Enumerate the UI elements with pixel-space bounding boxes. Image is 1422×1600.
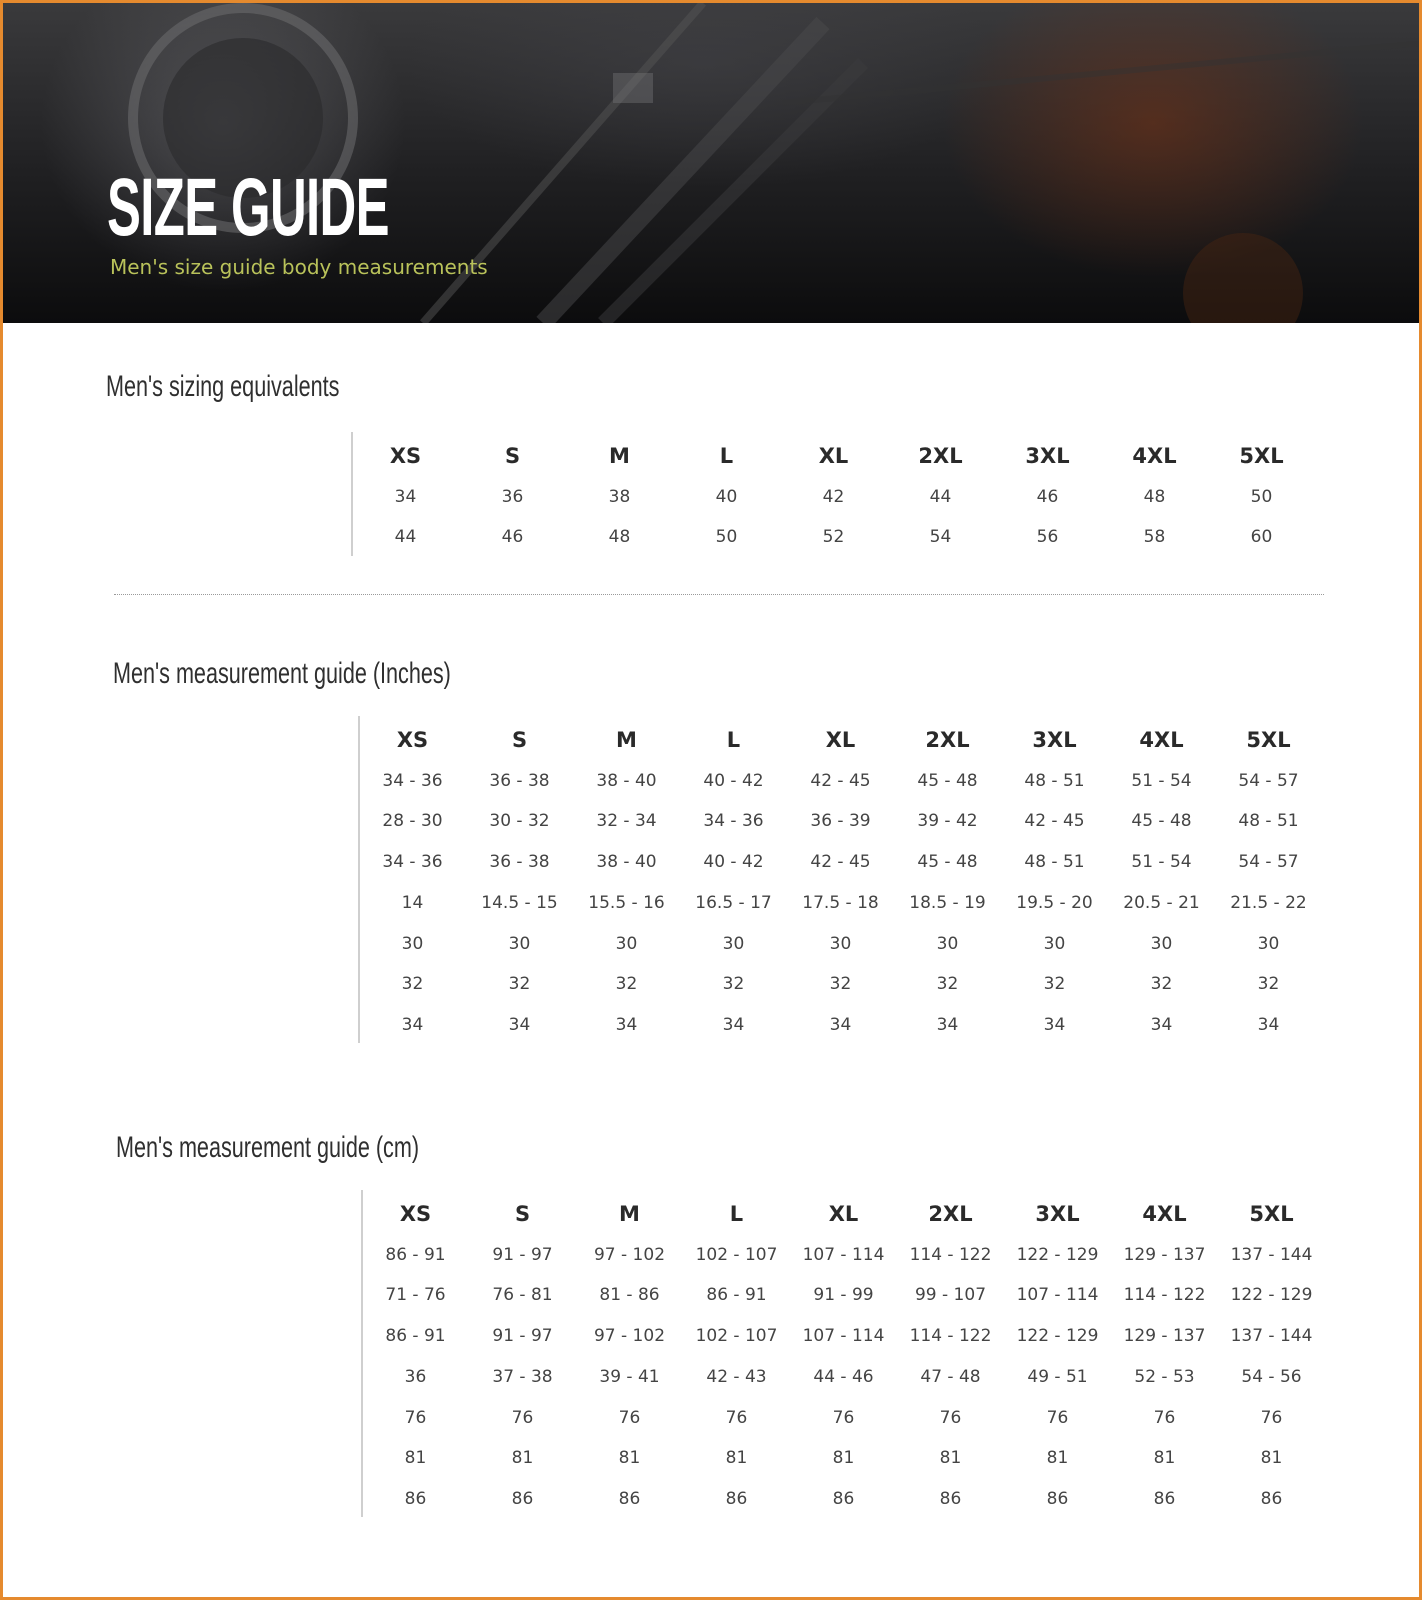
section-title-inches: Men's measurement guide (Inches) [113,657,451,690]
table-cell: 76 [1153,1408,1176,1428]
table-cell: 122 - 129 [1230,1285,1313,1305]
table-cell: 114 - 122 [1123,1285,1206,1305]
table-cell: 36 - 39 [810,811,871,831]
table-cell: 47 - 48 [920,1367,981,1387]
table-cell: 34 - 36 [382,852,443,872]
table-cell: 42 - 45 [810,771,871,791]
table-cell: 107 - 114 [802,1326,885,1346]
size-header-cell: 5XL [1249,1202,1294,1226]
size-header-cell: 5XL [1246,728,1291,752]
table-cell: 39 - 41 [599,1367,660,1387]
table-cell: 34 - 36 [382,771,443,791]
table-cell: 46 [1036,487,1059,507]
table-cell: 76 [832,1408,855,1428]
table-cell: 38 - 40 [596,771,657,791]
table-cell: 86 [939,1489,962,1509]
size-header-cell: 3XL [1032,728,1077,752]
table-cell: 40 - 42 [703,771,764,791]
table-cell: 107 - 114 [1016,1285,1099,1305]
table-cell: 48 [608,527,631,547]
table-cell: 38 [608,487,631,507]
table-cell: 54 - 56 [1241,1367,1302,1387]
table-cell: 32 [1043,974,1066,994]
table-cell: 86 [1260,1489,1283,1509]
size-header-cell: 2XL [918,444,963,468]
size-header-cell: S [504,444,521,468]
table-cell: 34 [1257,1015,1280,1035]
section-title-cm: Men's measurement guide (cm) [116,1131,420,1164]
table-cell: 91 - 97 [492,1245,553,1265]
table-cell: 52 - 53 [1134,1367,1195,1387]
table-cell: 37 - 38 [492,1367,553,1387]
table-cell: 34 [615,1015,638,1035]
table-cell: 30 [1150,934,1173,954]
hero-banner [3,3,1419,323]
table-cell: 54 [929,527,952,547]
size-header-cell: 3XL [1025,444,1070,468]
table-cell: 76 - 81 [492,1285,553,1305]
page-subtitle: Men's size guide body measurements [110,255,488,279]
size-header-cell: 2XL [925,728,970,752]
table-cell: 36 - 38 [489,852,550,872]
table-cell: 42 - 43 [706,1367,767,1387]
table-cell: 114 - 122 [909,1245,992,1265]
table-cell: 18.5 - 19 [909,893,986,913]
table-cell: 30 [401,934,424,954]
table-cell: 32 [1150,974,1173,994]
size-header-cell: L [719,444,734,468]
size-header-cell: XS [399,1202,432,1226]
table-cell: 81 [832,1448,855,1468]
table-cell: 21.5 - 22 [1230,893,1307,913]
table-cell: 91 - 99 [813,1285,874,1305]
table-cell: 30 [1043,934,1066,954]
table-cell: 34 - 36 [703,811,764,831]
table-cell: 54 - 57 [1238,771,1299,791]
size-header-cell: XS [396,728,429,752]
table-cell: 32 [829,974,852,994]
table-cell: 32 [722,974,745,994]
table-cell: 32 [615,974,638,994]
table-cell: 81 [1153,1448,1176,1468]
table-cell: 46 [501,527,524,547]
table-cell: 36 [404,1367,427,1387]
table-cell: 97 - 102 [593,1245,666,1265]
table-cell: 81 [1260,1448,1283,1468]
table-cell: 42 - 45 [1024,811,1085,831]
section-divider [114,594,1324,595]
table-cell: 30 [508,934,531,954]
table-cell: 42 [822,487,845,507]
table-cell: 76 [618,1408,641,1428]
table-cell: 48 - 51 [1024,852,1085,872]
table-cell: 16.5 - 17 [695,893,772,913]
table-cell: 60 [1250,527,1273,547]
table-cell: 20.5 - 21 [1123,893,1200,913]
table-cell: 48 [1143,487,1166,507]
table-cell: 30 [615,934,638,954]
table-cell: 45 - 48 [1131,811,1192,831]
table-cell: 15.5 - 16 [588,893,665,913]
table-cell: 14 [401,893,424,913]
table-cell: 50 [1250,487,1273,507]
table-cell: 129 - 137 [1123,1245,1206,1265]
size-header-cell: M [619,1202,640,1226]
size-header-cell: 5XL [1239,444,1284,468]
table-cell: 102 - 107 [695,1245,778,1265]
table-cell: 76 [1046,1408,1069,1428]
table-cell: 36 - 38 [489,771,550,791]
table-cell: 86 [832,1489,855,1509]
table-cell: 107 - 114 [802,1245,885,1265]
table-cell: 30 [829,934,852,954]
table-cell: 86 [1046,1489,1069,1509]
table-cell: 45 - 48 [917,771,978,791]
table-cell: 40 - 42 [703,852,764,872]
table-cell: 32 [1257,974,1280,994]
table-cell: 51 - 54 [1131,852,1192,872]
table-cell: 30 [722,934,745,954]
table-cell: 49 - 51 [1027,1367,1088,1387]
size-header-cell: S [511,728,528,752]
size-header-cell: XS [389,444,422,468]
table-cell: 38 - 40 [596,852,657,872]
table-cell: 81 [404,1448,427,1468]
page-title: SIZE GUIDE [107,162,389,253]
table-cell: 36 [501,487,524,507]
table-cell: 129 - 137 [1123,1326,1206,1346]
size-header-cell: 4XL [1139,728,1184,752]
table-cell: 19.5 - 20 [1016,893,1093,913]
table-cell: 34 [722,1015,745,1035]
size-header-cell: L [726,728,741,752]
table-cell: 122 - 129 [1016,1245,1099,1265]
table-cell: 30 - 32 [489,811,550,831]
table-cell: 28 - 30 [382,811,443,831]
table-cell: 32 [401,974,424,994]
size-header-cell: S [514,1202,531,1226]
table-cell: 81 [1046,1448,1069,1468]
table-cell: 86 - 91 [385,1326,446,1346]
table-cell: 42 - 45 [810,852,871,872]
table-cell: 86 [511,1489,534,1509]
table-cell: 114 - 122 [909,1326,992,1346]
table-cell: 48 - 51 [1024,771,1085,791]
table-cell: 81 [939,1448,962,1468]
size-header-cell: M [616,728,637,752]
table-cell: 76 [1260,1408,1283,1428]
table-cell: 34 [401,1015,424,1035]
table-cell: 44 - 46 [813,1367,874,1387]
table-cell: 86 [404,1489,427,1509]
table-cell: 56 [1036,527,1059,547]
table-cell: 52 [822,527,845,547]
section-title-equivalents: Men's sizing equivalents [106,370,340,403]
table-cell: 122 - 129 [1016,1326,1099,1346]
table-cell: 86 [725,1489,748,1509]
table-cell: 81 [511,1448,534,1468]
table-cell: 97 - 102 [593,1326,666,1346]
table-cell: 39 - 42 [917,811,978,831]
table-cell: 40 [715,487,738,507]
table-cell: 32 [508,974,531,994]
table-cell: 51 - 54 [1131,771,1192,791]
table-cell: 34 [508,1015,531,1035]
table-cell: 76 [725,1408,748,1428]
table-cell: 86 [618,1489,641,1509]
table-cell: 30 [1257,934,1280,954]
table-cell: 14.5 - 15 [481,893,558,913]
size-header-cell: 3XL [1035,1202,1080,1226]
table-cell: 48 - 51 [1238,811,1299,831]
table-cell: 32 - 34 [596,811,657,831]
size-header-cell: 4XL [1142,1202,1187,1226]
table-cell: 91 - 97 [492,1326,553,1346]
table-cell: 76 [511,1408,534,1428]
table-cell: 81 - 86 [599,1285,660,1305]
table-cell: 102 - 107 [695,1326,778,1346]
table-cell: 86 - 91 [706,1285,767,1305]
size-header-cell: XL [825,728,856,752]
table-cell: 32 [936,974,959,994]
table-cell: 99 - 107 [914,1285,987,1305]
table-cell: 58 [1143,527,1166,547]
size-header-cell: XL [828,1202,859,1226]
table-cell: 34 [1150,1015,1173,1035]
size-header-cell: L [729,1202,744,1226]
table-cell: 54 - 57 [1238,852,1299,872]
table-cell: 76 [939,1408,962,1428]
table-cell: 34 [936,1015,959,1035]
table-cell: 30 [936,934,959,954]
table-cell: 137 - 144 [1230,1326,1313,1346]
table-cell: 45 - 48 [917,852,978,872]
table-cell: 81 [618,1448,641,1468]
table-cell: 81 [725,1448,748,1468]
table-cell: 17.5 - 18 [802,893,879,913]
table-cell: 50 [715,527,738,547]
size-header-cell: M [609,444,630,468]
table-cell: 76 [404,1408,427,1428]
table-cell: 86 [1153,1489,1176,1509]
table-cell: 86 - 91 [385,1245,446,1265]
table-cell: 44 [394,527,417,547]
size-header-cell: XL [818,444,849,468]
table-cell: 34 [394,487,417,507]
table-cell: 34 [829,1015,852,1035]
table-cell: 44 [929,487,952,507]
table-cell: 34 [1043,1015,1066,1035]
table-cell: 137 - 144 [1230,1245,1313,1265]
table-cell: 71 - 76 [385,1285,446,1305]
size-header-cell: 4XL [1132,444,1177,468]
size-header-cell: 2XL [928,1202,973,1226]
